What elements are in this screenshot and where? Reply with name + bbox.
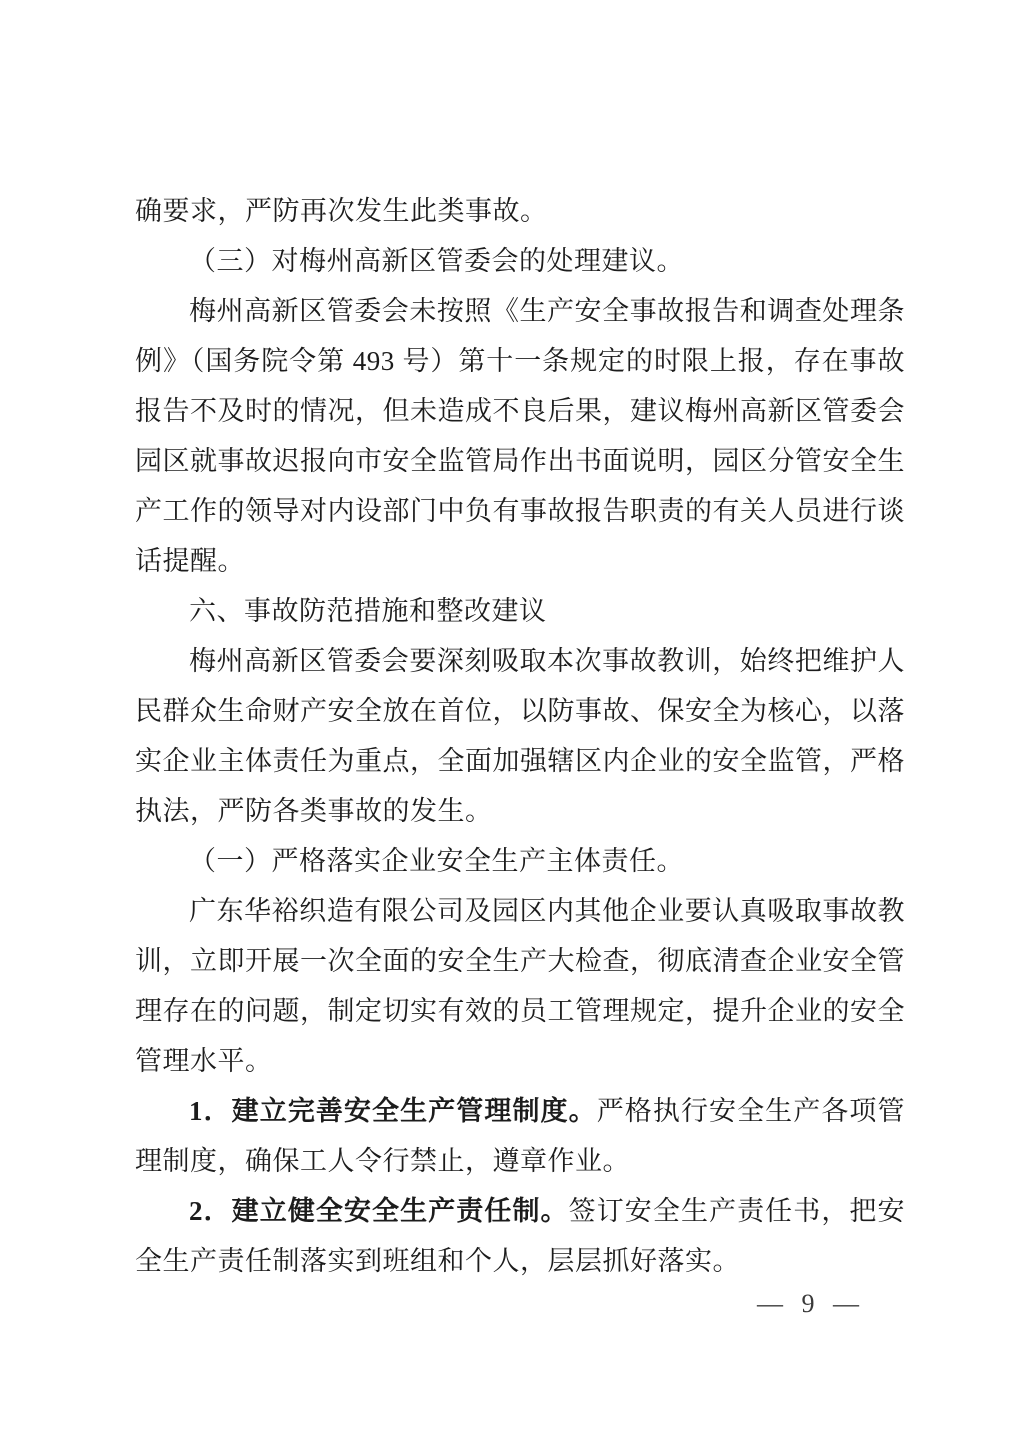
document-body: [135, 186, 905, 1286]
paragraph: [135, 1086, 905, 1186]
page-number: — 9 —: [757, 1289, 865, 1318]
section-heading: [135, 586, 905, 636]
text-segment: （一）严格落实企业安全生产主体责任。: [189, 846, 684, 876]
text-segment: 严格执行安全生产各项管理制度，确保工人令行禁止，遵章作业。: [135, 1096, 906, 1176]
text-segment: 梅州高新区管委会要深刻吸取本次事故教训，始终把维护人民群众生命财产安全放在首位，以防事故、保安全为核心，以落实企业主体责任为重点，全面加强辖区内企业的安全监管，严格执法，严防各类事故的发生。: [135, 646, 905, 826]
paragraph: [135, 1186, 905, 1286]
paragraph: [135, 636, 905, 836]
section-heading: [135, 836, 905, 886]
paragraph: [135, 286, 905, 586]
text-segment: 签订安全生产责任书，把安全生产责任制落实到班组和个人，层层抓好落实。: [135, 1196, 906, 1276]
text-segment: 六、事故防范措施和整改建议: [189, 596, 547, 626]
text-segment: 广东华裕织造有限公司及园区内其他企业要认真吸取事故教训，立即开展一次全面的安全生产大检查，彻底清查企业安全管理存在的问题，制定切实有效的员工管理规定，提升企业的安全管理水平。: [135, 896, 905, 1076]
paragraph: [135, 886, 905, 1086]
text-segment: 梅州高新区管委会未按照《生产安全事故报告和调查处理条例》（国务院令第 493 号）第十一条规定的时限上报，存在事故报告不及时的情况，但未造成不良后果，建议梅州高新区管委会园区就事故迟报向市安全监管局作出书面说明，园区分管安全生产工作的领导对内设部门中负有事故报告职责的有关人员进行谈话提醒。: [135, 296, 905, 576]
paragraph: [135, 186, 905, 236]
text-segment: 确要求，严防再次发生此类事故。: [135, 196, 548, 226]
section-heading: [135, 236, 905, 286]
text-segment: 1．建立完善安全生产管理制度。: [189, 1096, 597, 1126]
text-segment: （三）对梅州高新区管委会的处理建议。: [189, 246, 684, 276]
text-segment: 2．建立健全安全生产责任制。: [189, 1196, 569, 1226]
